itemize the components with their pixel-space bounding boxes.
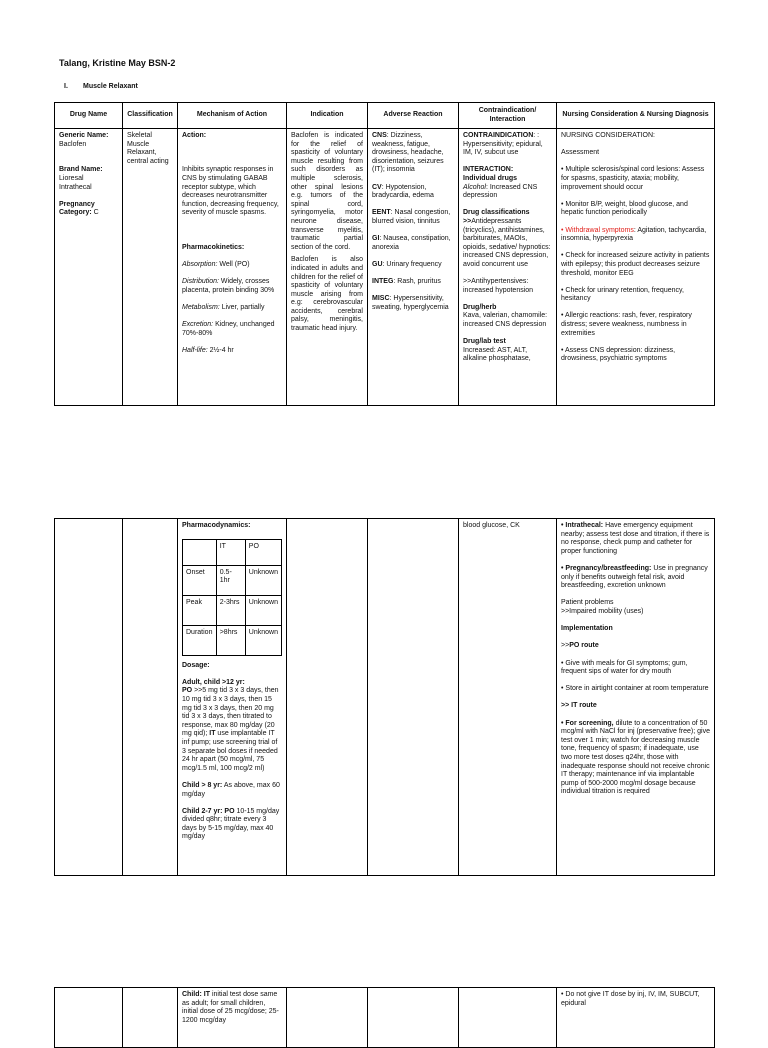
individual-drugs-label: Individual drugs: [463, 174, 518, 182]
pd-header-cell: [183, 539, 217, 565]
drug-class-text: [463, 218, 552, 270]
adverse-misc: [372, 295, 454, 312]
adult-dose-text: [182, 687, 282, 773]
header-adverse: Adverse Reaction: [368, 103, 459, 129]
pd-row-onset: [183, 565, 282, 595]
nursing-bullet-4: • Check for increased seizure activity in patients with epilepsy; this product decreases seizure threshold, monitor EEG: [561, 252, 710, 277]
child27-text: 10-15 mg/day divided q8hr; titrate every 3 days by 5-15 mg/day, max 40 mg/day: [182, 807, 280, 841]
pd-header-cell: IT: [216, 539, 245, 565]
nursing-bullet-1: • Multiple sclerosis/spinal cord lesions: Assess for spasms, spasticity, ataxia; mobility, improvement should occur: [561, 166, 705, 191]
drug-table-page3: [54, 987, 715, 1048]
adverse-cv: [372, 184, 454, 201]
contraindication-cell: [459, 129, 557, 406]
section-title: Muscle Relaxant: [83, 83, 138, 90]
nursing-store: • Store in airtight container at room temperature: [561, 685, 709, 693]
child8-label: Child > 8 yr:: [182, 781, 223, 789]
adult-dose-label: Adult, child >12 yr:: [182, 678, 245, 686]
adverse-label: GI: [372, 235, 380, 243]
classification-cell: [123, 519, 178, 876]
action-text: Inhibits synaptic responses in CNS by stimulating GABAB receptor subtype, which decreases neurotransmitter function, decreasing frequency, severity of muscle spasms.: [182, 166, 279, 217]
child-it-label: Child: IT: [182, 991, 210, 998]
pd-cell: 0.5-1hr: [216, 565, 245, 595]
assessment-heading: Assessment: [561, 149, 600, 157]
nursing-bullet-2: • Monitor B/P, weight, blood glucose, and hepatic function periodically: [561, 200, 688, 217]
pd-cell: Unknown: [245, 565, 281, 595]
header-nursing: Nursing Consideration & Nursing Diagnosis: [557, 103, 715, 129]
ci-label: CONTRAINDICATION: [463, 132, 534, 139]
section-number: I.: [64, 83, 68, 90]
pd-cell: Duration: [183, 625, 217, 655]
adverse-label: GU: [372, 260, 383, 268]
contraindication: [463, 132, 552, 158]
adverse-text: : Nausea, constipation, anorexia: [372, 235, 451, 251]
intrathecal-label: • Intrathecal:: [561, 522, 604, 529]
pd-cell: Unknown: [245, 595, 281, 625]
alcohol-interaction: [463, 184, 552, 201]
dosage-label: Dosage:: [182, 661, 210, 669]
nursing-bullet-7: • Assess CNS depression: dizziness, drowsiness, psychiatric symptoms: [561, 346, 676, 363]
distribution-label: Distribution:: [182, 278, 219, 286]
pregnancy-value: C: [93, 209, 99, 217]
pd-header-cell: PO: [245, 539, 281, 565]
adverse-label: EENT: [372, 209, 391, 217]
pk-label: Pharmacokinetics:: [182, 243, 245, 251]
screening-text: dilute to a concentration of 50 mcg/ml with NaCl for inj (preservative free); give test over 1 min; watch for decreasing muscle tone, frequency of spasm; if inadequate, use two more test doses q24hr, those with inadequate response should not receive chronic IT therapy; maintenance inf via implantable pump of 500-2000 mcg/ml dosage because individual titration is required: [561, 719, 710, 796]
adverse-gi: [372, 235, 454, 252]
metabolism: [182, 304, 282, 313]
drug-name-cell: [55, 129, 123, 406]
absorption-label: Absorption:: [182, 260, 218, 268]
ci-text: : : Hypersensitivity; epidural, IM, IV, subcut use: [463, 132, 543, 157]
child-it-text: initial test dose same as adult; for small children, initial dose of 25 mcg/dose; 25-1200 mcg/day: [182, 991, 279, 1024]
it-route-heading: >> IT route: [561, 702, 597, 710]
pd-cell: Peak: [183, 595, 217, 625]
alcohol-text: : Increased CNS depression: [463, 183, 538, 200]
pd-row-duration: [183, 625, 282, 655]
table-row: [55, 519, 715, 876]
it-label: IT: [209, 730, 216, 738]
nursing-cell: [557, 988, 715, 1048]
po-route-heading: [561, 642, 710, 651]
brand-value-1: Lioresal: [59, 174, 84, 182]
child-it-dose: [182, 991, 282, 1025]
nursing-no-it-inj: • Do not give IT dose by inj, IV, IM, SUBCUT, epidural: [561, 991, 700, 1007]
nursing-bullet-6: • Allergic reactions: rash, fever, respiratory distress; severe weakness, numbness in extremities: [561, 312, 692, 337]
nursing-screening: [561, 720, 710, 797]
table-row: [55, 988, 715, 1048]
nursing-bullet-3: [561, 227, 710, 244]
mechanism-cell: [178, 129, 287, 406]
header-indication: Indication: [287, 103, 368, 129]
antihypertensives-text: >>Antihypertensives: increased hypotension: [463, 278, 534, 294]
indication-p1: Baclofen is indicated for the relief of spasticity of voluntary muscle resulting from such disorders as multiple sclerosis, other spinal lesions e.g. tumors of the spinal cord, syringomyelia, motor neurone disease, transverse myelitis, traumatic partial section of the cord.: [291, 132, 363, 251]
pharmacodynamics-table: [182, 539, 282, 656]
pregnancy-label: • Pregnancy/breastfeeding:: [561, 564, 652, 572]
pd-cell: >8hrs: [216, 625, 245, 655]
nursing-bullet-5: • Check for urinary retention, frequency, hesitancy: [561, 286, 684, 303]
drug-lab-label: Drug/lab test: [463, 338, 506, 346]
mechanism-cell: [178, 988, 287, 1048]
adverse-label: MISC: [372, 295, 390, 303]
adverse-text: : Hypersensitivity, sweating, hyperglycemia: [372, 295, 449, 311]
impaired-mobility: >>Impaired mobility (uses): [561, 607, 644, 615]
adverse-cell: [368, 988, 459, 1048]
drug-herb-label: Drug/herb: [463, 303, 497, 311]
brand-value-2: Intrathecal: [59, 183, 92, 191]
adverse-label: CNS: [372, 132, 387, 139]
pregnancy-category: [59, 209, 118, 218]
adverse-gu: [372, 261, 454, 270]
drug-class-body: Antidepressants (tricyclics), antihistamines, barbiturates, MAOIs, opioids, sedative/ hypnotics: increased CNS depression, avoid concurrent use: [463, 217, 551, 268]
adverse-text: : Urinary frequency: [382, 260, 442, 268]
patient-problems: Patient problems: [561, 599, 614, 607]
pd-row-peak: [183, 595, 282, 625]
classification-cell: [123, 988, 178, 1048]
child27-dose: [182, 808, 282, 842]
pd-cell: 2-3hrs: [216, 595, 245, 625]
header-row: [55, 103, 715, 129]
implementation-heading: Implementation: [561, 625, 613, 633]
nursing-heading: NURSING CONSIDERATION:: [561, 132, 655, 139]
header-contraindication: Contraindication/ Interaction: [459, 103, 557, 129]
drug-herb-text: Kava, valerian, chamomile: increased CNS depression: [463, 312, 548, 329]
pd-cell: Onset: [183, 565, 217, 595]
po-label: PO: [182, 687, 193, 695]
screening-label: • For screening,: [561, 719, 614, 727]
adverse-text: : Rash, pruritus: [393, 278, 441, 286]
po-route-label: PO route: [569, 642, 599, 650]
it-text: use implantable IT inf pump; use screening trial of 3 separate bol doses if needed 24 hr apart (50 mcg/ml, 75 mcg/1.5 ml, 100 mcg/2 ml): [182, 730, 278, 772]
mechanism-cell: [178, 519, 287, 876]
absorption: [182, 261, 282, 270]
nursing-meals: • Give with meals for GI symptoms; gum, frequent sips of water for dry mouth: [561, 659, 688, 676]
excretion: [182, 321, 282, 338]
header-drug-name: Drug Name: [55, 103, 123, 129]
indication-cell: [287, 129, 368, 406]
nursing-cell: [557, 519, 715, 876]
header-mechanism: Mechanism of Action: [178, 103, 287, 129]
metabolism-label: Metabolism:: [182, 303, 220, 311]
pd-cell: Unknown: [245, 625, 281, 655]
pregnancy-text: Use in pregnancy only if benefits outweigh fetal risk, avoid breastfeeding, excretion unknown: [561, 564, 708, 590]
distribution-value: Widely, crosses placenta, protein binding 30%: [182, 278, 275, 294]
header-classification: Classification: [123, 103, 178, 129]
action-label: Action:: [182, 132, 207, 139]
metabolism-value: Liver, partially: [221, 303, 265, 311]
intrathecal-text: Have emergency equipment nearby; assess test dose and titration, if there is no response, check pump and catheter for proper functioning: [561, 522, 710, 555]
half-life: [182, 347, 282, 356]
adverse-integ: [372, 278, 454, 287]
alcohol-label: Alcohol: [463, 183, 486, 191]
pregnancy-label-2: Category:: [59, 209, 92, 217]
pd-label: Pharmacodynamics:: [182, 522, 251, 529]
adverse-cell: [368, 519, 459, 876]
drug-name-cell: [55, 519, 123, 876]
adverse-eent: [372, 209, 454, 226]
drug-name-cell: [55, 988, 123, 1048]
table-row: [55, 129, 715, 406]
po-text: >>5 mg tid 3 x 3 days, then 10 mg tid 3 x 3 days, then 15 mg tid 3 x 3 days, then 20 mg tid 3 x 3 days, then titrated to response, max 80 mg/day (20 mg qid);: [182, 687, 279, 738]
child8-dose: [182, 782, 282, 799]
drug-table-page2: [54, 518, 715, 876]
nursing-pregnancy: [561, 565, 710, 591]
adverse-label: CV: [372, 183, 382, 191]
brand-label: Brand Name:: [59, 166, 103, 174]
excretion-label: Excretion:: [182, 321, 214, 329]
contraindication-cell: [459, 988, 557, 1048]
document-title: Talang, Kristine May BSN-2: [59, 58, 176, 68]
interaction-label: INTERACTION:: [463, 166, 514, 174]
adverse-text: : Dizziness, weakness, fatigue, drowsiness, headache, disorientation, seizures (IT); insomnia: [372, 132, 444, 174]
indication-p2: Baclofen is also indicated in adults and children for the relief of spasticity of voluntary muscle arising from e.g: cerebrovascular accidents, cerebral palsy, meningitis, traumatic head injury.: [291, 256, 363, 333]
drug-table-page1: [54, 102, 715, 406]
section-heading: [64, 83, 138, 90]
po-route-prefix: >>: [561, 642, 570, 650]
drug-lab-text: Increased: AST, ALT, alkaline phosphatase,: [463, 346, 531, 363]
adverse-label: INTEG: [372, 278, 394, 286]
absorption-value: Well (PO): [219, 260, 250, 268]
distribution: [182, 278, 282, 295]
generic-value: Baclofen: [59, 140, 87, 148]
drug-class-label: Drug classifications: [463, 209, 530, 217]
halflife-label: Half-life:: [182, 346, 208, 354]
nursing-cell: [557, 129, 715, 406]
nursing-intrathecal: [561, 522, 710, 556]
pd-header-row: [183, 539, 282, 565]
adverse-cell: [368, 129, 459, 406]
classification-cell: Skeletal Muscle Relaxant, central acting: [123, 129, 178, 406]
withdrawal-label: • Withdrawal symptoms: [561, 226, 634, 234]
drug-class-prefix: >>: [463, 217, 472, 225]
adverse-text: : Hypotension, bradycardia, edema: [372, 183, 434, 200]
indication-cell: [287, 988, 368, 1048]
withdrawal-text: : Agitation, tachycardia, insomnia, hyperpyrexia: [561, 226, 707, 243]
halflife-value: 2½-4 hr: [209, 346, 234, 354]
adverse-text: : Nasal congestion, blurred vision, tinnitus: [372, 209, 451, 225]
indication-cell: [287, 519, 368, 876]
adverse-cns: [372, 132, 454, 175]
child8-text: As above, max 60 mg/day: [182, 781, 280, 798]
contraindication-cell: blood glucose, CK: [459, 519, 557, 876]
child27-label: Child 2-7 yr: PO: [182, 807, 235, 815]
generic-label: Generic Name:: [59, 132, 109, 139]
pregnancy-label: Pregnancy: [59, 200, 95, 208]
excretion-value: Kidney, unchanged 70%-80%: [182, 321, 275, 337]
